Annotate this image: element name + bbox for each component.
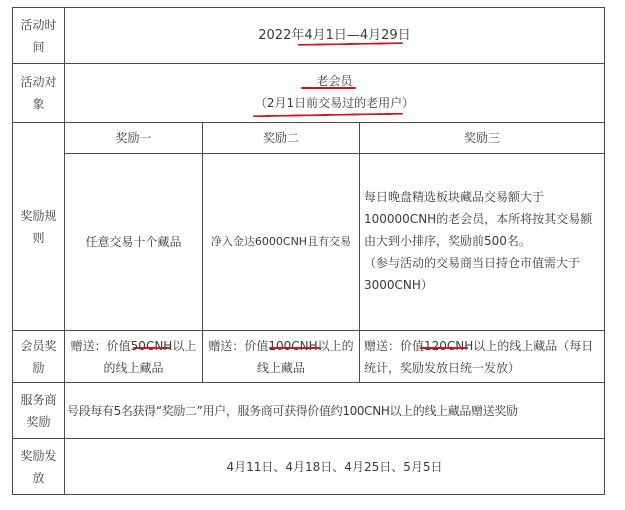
member-reward-2: 赠送：价值100CNH以上的线上藏品 (202, 330, 360, 383)
rules-header-3: 奖励三 (359, 122, 605, 154)
audience-note: （2月1日前交易过的老用户） (254, 96, 415, 110)
underline-reward-3 (420, 347, 468, 349)
activity-table (12, 7, 605, 495)
rules-item-3-text: 每日晚盘精选板块藏品交易额大于100000CNH的老会员，本所将按其交易额由大到小排序，奖励前500名。 (364, 190, 593, 248)
rules-header-2: 奖励二 (202, 122, 360, 154)
underline-audience-main (301, 87, 356, 89)
label-rules: 奖励规则 (12, 122, 65, 331)
label-member-reward: 会员奖励 (12, 330, 65, 383)
rules-item-3 (359, 153, 605, 331)
label-payout: 奖励发放 (12, 438, 65, 495)
underline-reward-1 (133, 347, 171, 349)
member-reward-1: 赠送：价值50CNH以上的线上藏品 (64, 330, 203, 383)
value-payout: 4月11日、4月18日、4月25日、5月5日 (64, 438, 605, 495)
value-broker-reward: 号段每有5名获得“奖励二”用户，服务商可获得价值约100CNH以上的线上藏品赠送奖励 (64, 382, 605, 439)
value-period: 2022年4月1日—4月29日 (64, 7, 605, 64)
member-reward-3: 赠送：价值120CNH以上的线上藏品（每日统计，奖励发放日统一发放） (359, 330, 605, 383)
label-audience: 活动对象 (12, 63, 65, 123)
rules-item-3-note: （参与活动的交易商当日持仓市值需大于3000CNH） (364, 256, 581, 292)
rules-item-1: 任意交易十个藏品 (64, 153, 203, 331)
underline-reward-2 (269, 347, 321, 349)
rules-item-2: 净入金达6000CNH且有交易 (202, 153, 360, 331)
label-period: 活动时间 (12, 7, 65, 64)
label-broker-reward: 服务商奖励 (12, 382, 65, 439)
audience-main: 老会员 (316, 74, 353, 88)
rules-header-1: 奖励一 (64, 122, 203, 154)
